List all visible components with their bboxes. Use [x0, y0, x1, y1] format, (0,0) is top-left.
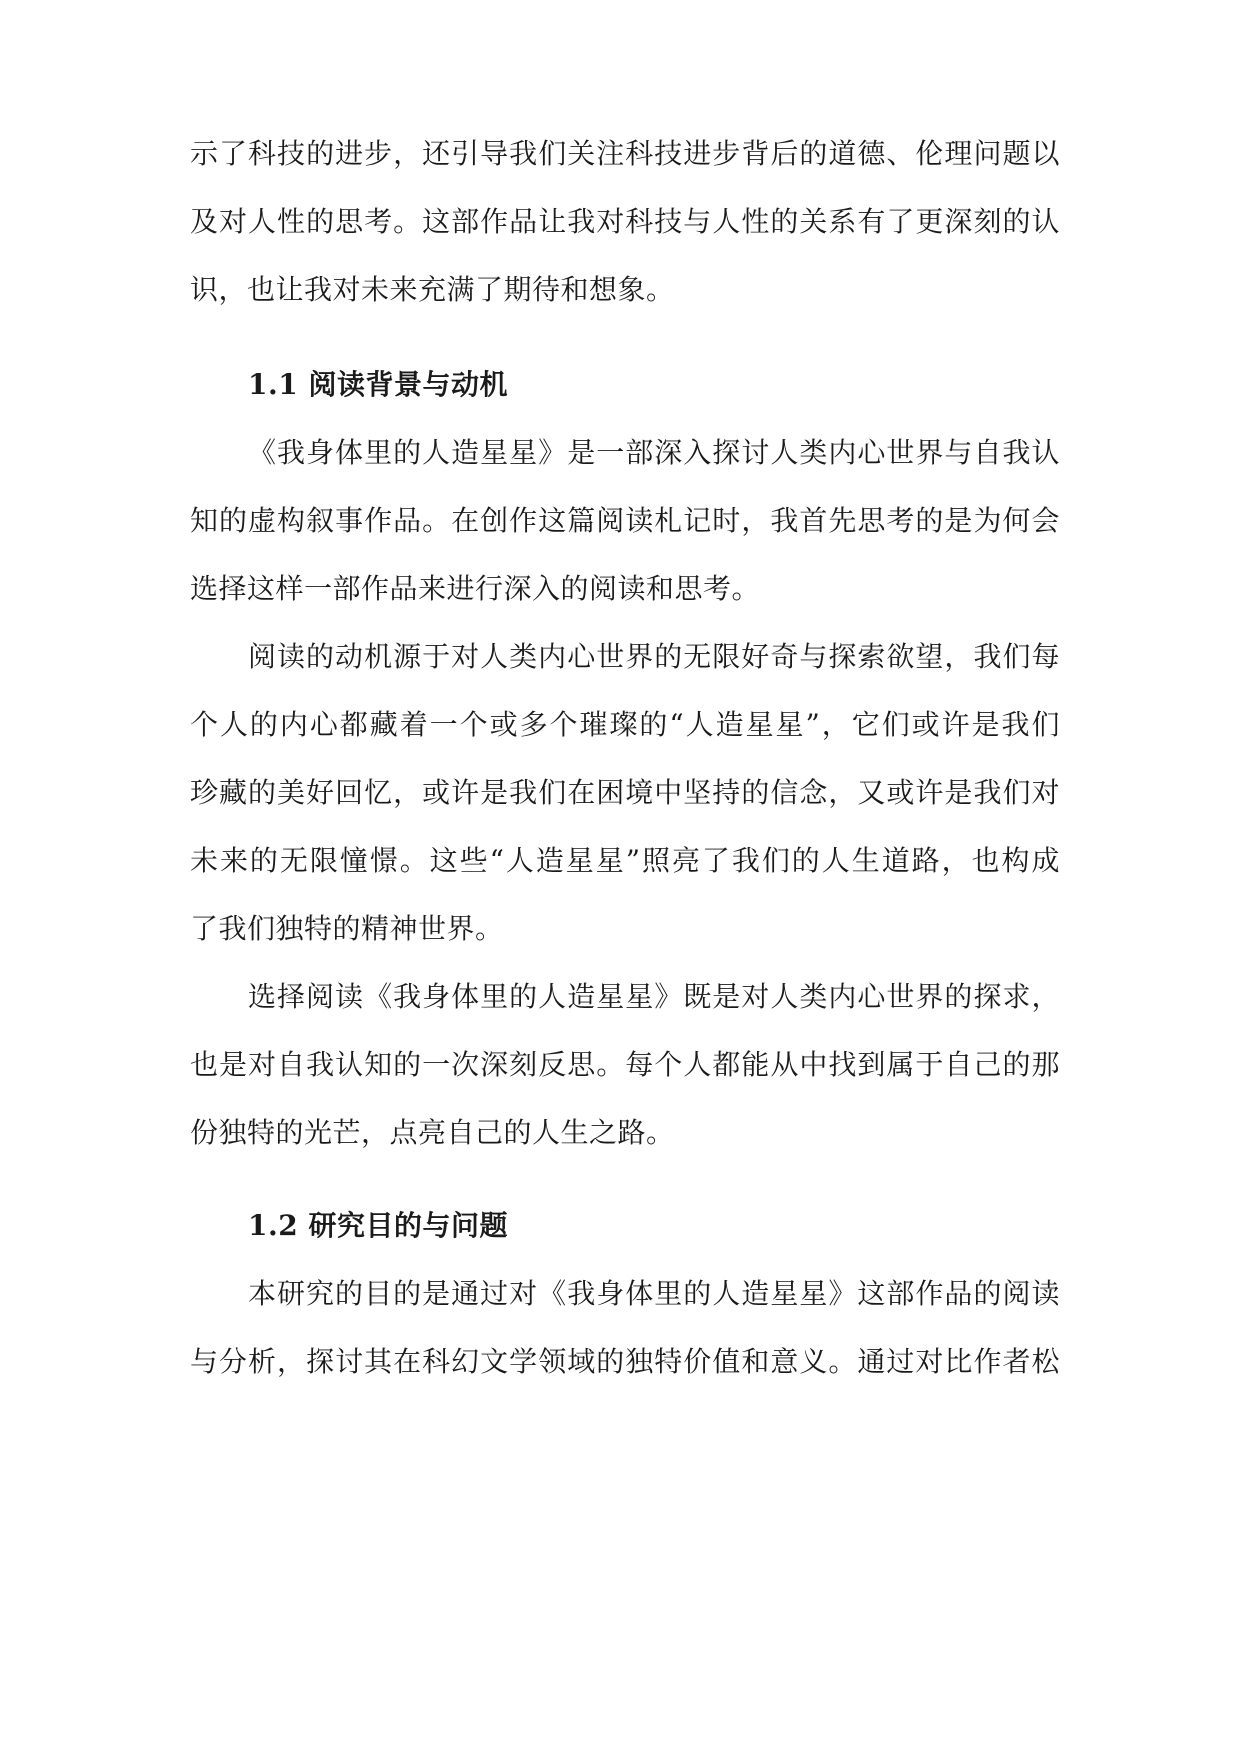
paragraph-line: 本研究的目的是通过对《我身体里的人造星星》这部作品的阅读 [248, 1277, 1060, 1310]
paragraph-line: 示了科技的进步，还引导我们关注科技进步背后的道德、伦理问题以 [190, 137, 1060, 170]
paragraph-line: 个人的内心都藏着一个或多个璀璨的“人造星星”，它们或许是我们 [190, 708, 1060, 741]
paragraph-line: 阅读的动机源于对人类内心世界的无限好奇与探索欲望，我们每 [248, 640, 1060, 673]
section-heading-1-2: 1.2 研究目的与问题 [248, 1209, 508, 1242]
paragraph-line: 选择阅读《我身体里的人造星星》既是对人类内心世界的探求， [248, 980, 1060, 1013]
paragraph-line: 也是对自我认知的一次深刻反思。每个人都能从中找到属于自己的那 [190, 1048, 1060, 1081]
section-heading-1-1: 1.1 阅读背景与动机 [248, 368, 508, 401]
paragraph-line: 珍藏的美好回忆，或许是我们在困境中坚持的信念，又或许是我们对 [190, 776, 1060, 809]
paragraph-line: 未来的无限憧憬。这些“人造星星”照亮了我们的人生道路，也构成 [190, 844, 1060, 877]
paragraph-line: 识，也让我对未来充满了期待和想象。 [190, 273, 675, 306]
paragraph-line: 及对人性的思考。这部作品让我对科技与人性的关系有了更深刻的认 [190, 205, 1060, 238]
paragraph-line: 份独特的光芒，点亮自己的人生之路。 [190, 1116, 675, 1149]
paragraph-line: 《我身体里的人造星星》是一部深入探讨人类内心世界与自我认 [248, 436, 1060, 469]
paragraph-line: 知的虚构叙事作品。在创作这篇阅读札记时，我首先思考的是为何会 [190, 504, 1060, 537]
paragraph-line: 选择这样一部作品来进行深入的阅读和思考。 [190, 572, 761, 605]
paragraph-line: 与分析，探讨其在科幻文学领域的独特价值和意义。通过对比作者松 [190, 1345, 1060, 1378]
paragraph-line: 了我们独特的精神世界。 [190, 912, 504, 945]
